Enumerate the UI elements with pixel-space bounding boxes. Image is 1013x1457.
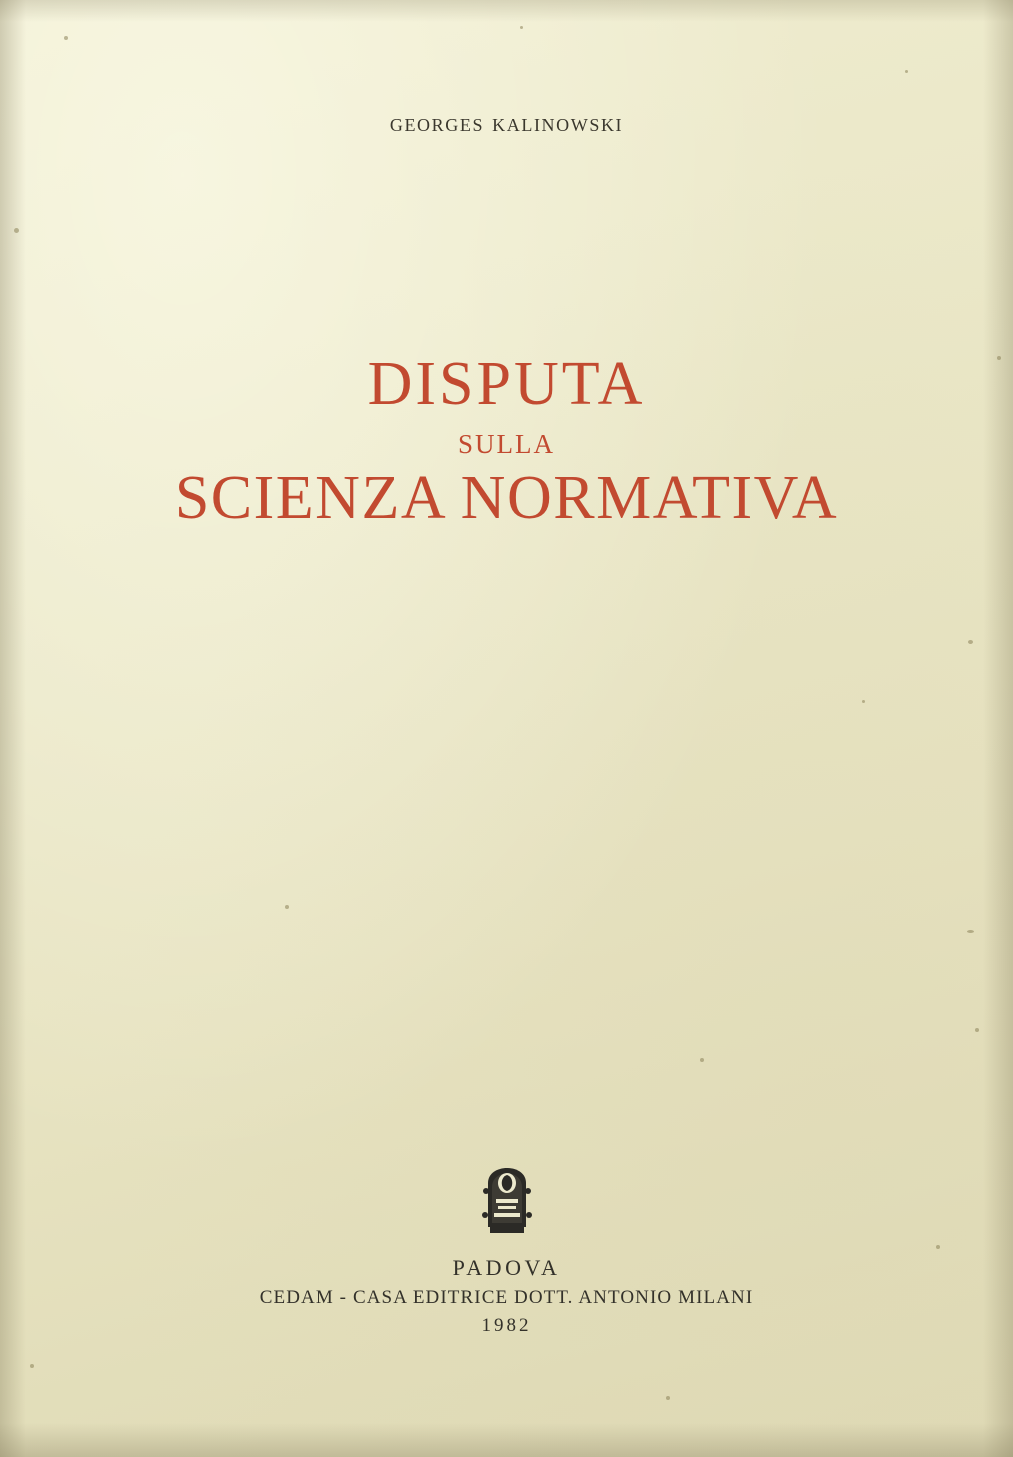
- title-main-word: DISPUTA: [367, 350, 646, 418]
- paper-speck: [862, 700, 865, 703]
- publisher-block: [0, 1143, 1013, 1337]
- book-title: [0, 352, 1013, 531]
- paper-speck: [967, 930, 974, 933]
- page-edge-shadow-top: [0, 0, 1013, 22]
- paper-speck: [520, 26, 523, 29]
- paper-speck: [666, 1396, 670, 1400]
- paper-speck: [700, 1058, 704, 1062]
- publisher-emblem-icon: [476, 1143, 538, 1239]
- paper-speck: [975, 1028, 979, 1032]
- publisher-imprint: CEDAM - CASA EDITRICE DOTT. ANTONIO MILANI: [259, 1287, 754, 1308]
- paper-speck: [64, 36, 68, 40]
- paper-speck: [905, 70, 908, 73]
- page-edge-shadow-bottom: [0, 1423, 1013, 1457]
- paper-speck: [30, 1364, 34, 1368]
- publisher-city: PADOVA: [452, 1255, 561, 1280]
- title-subject: SCIENZA NORMATIVA: [174, 464, 839, 533]
- publication-year: 1982: [481, 1315, 532, 1336]
- paper-speck: [14, 228, 19, 233]
- author-name: georges kalinowski: [389, 108, 624, 137]
- title-connector-word: SULLA: [458, 429, 555, 460]
- paper-speck: [285, 905, 289, 909]
- paper-speck: [968, 640, 973, 644]
